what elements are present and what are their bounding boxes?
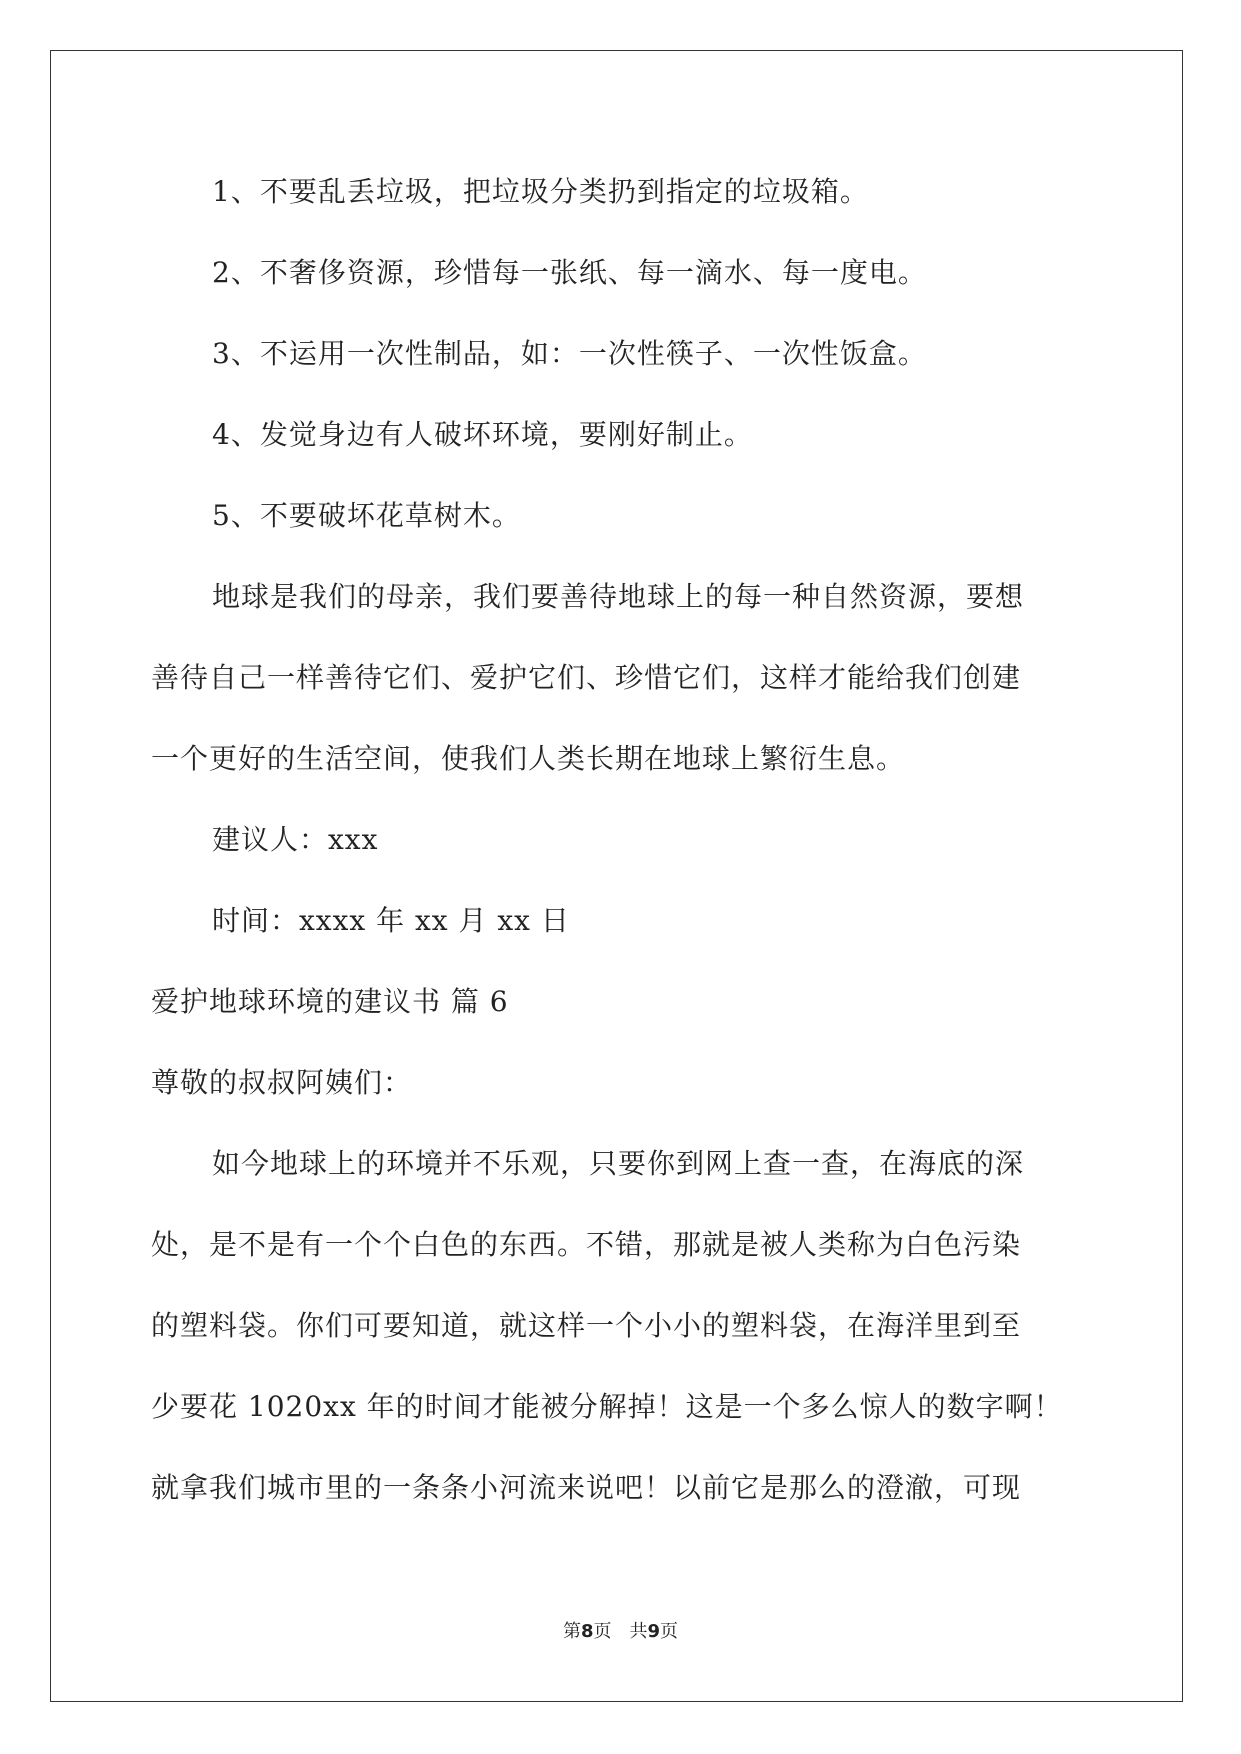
footer-suffix: 页 xyxy=(660,1621,679,1642)
salutation: 尊敬的叔叔阿姨们： xyxy=(151,1066,413,1099)
paragraph-line: 一个更好的生活空间，使我们人类长期在地球上繁衍生息。 xyxy=(151,742,906,775)
list-item-1: 1、不要乱丢垃圾，把垃圾分类扔到指定的垃圾箱。 xyxy=(212,175,869,208)
current-page-number: 8 xyxy=(580,1621,594,1642)
proposer-line: 建议人：xxx xyxy=(212,823,379,856)
paragraph-line: 善待自己一样善待它们、爱护它们、珍惜它们，这样才能给我们创建 xyxy=(151,661,1022,694)
paragraph-line: 的塑料袋。你们可要知道，就这样一个小小的塑料袋，在海洋里到至 xyxy=(151,1309,1022,1342)
list-item-3: 3、不运用一次性制品，如：一次性筷子、一次性饭盒。 xyxy=(212,337,927,370)
list-item-4: 4、发觉身边有人破坏环境，要刚好制止。 xyxy=(212,418,753,451)
list-item-2: 2、不奢侈资源，珍惜每一张纸、每一滴水、每一度电。 xyxy=(212,256,927,289)
paragraph-line: 就拿我们城市里的一条条小河流来说吧！以前它是那么的澄澈，可现 xyxy=(151,1471,1022,1504)
total-page-number: 9 xyxy=(647,1621,661,1642)
section-title: 爱护地球环境的建议书 篇 6 xyxy=(151,985,509,1018)
footer-mid: 页 共 xyxy=(593,1621,648,1642)
paragraph-line: 少要花 1020xx 年的时间才能被分解掉！这是一个多么惊人的数字啊！ xyxy=(151,1390,1063,1423)
page-footer xyxy=(0,1617,1241,1643)
date-line: 时间：xxxx 年 xx 月 xx 日 xyxy=(212,904,570,937)
list-item-5: 5、不要破坏花草树木。 xyxy=(212,499,521,532)
document-body xyxy=(151,160,1091,1537)
footer-prefix: 第 xyxy=(562,1621,581,1642)
paragraph-line: 如今地球上的环境并不乐观，只要你到网上查一查，在海底的深 xyxy=(212,1147,1025,1180)
paragraph-line: 处，是不是有一个个白色的东西。不错，那就是被人类称为白色污染 xyxy=(151,1228,1022,1261)
paragraph-line: 地球是我们的母亲，我们要善待地球上的每一种自然资源，要想 xyxy=(212,580,1025,613)
